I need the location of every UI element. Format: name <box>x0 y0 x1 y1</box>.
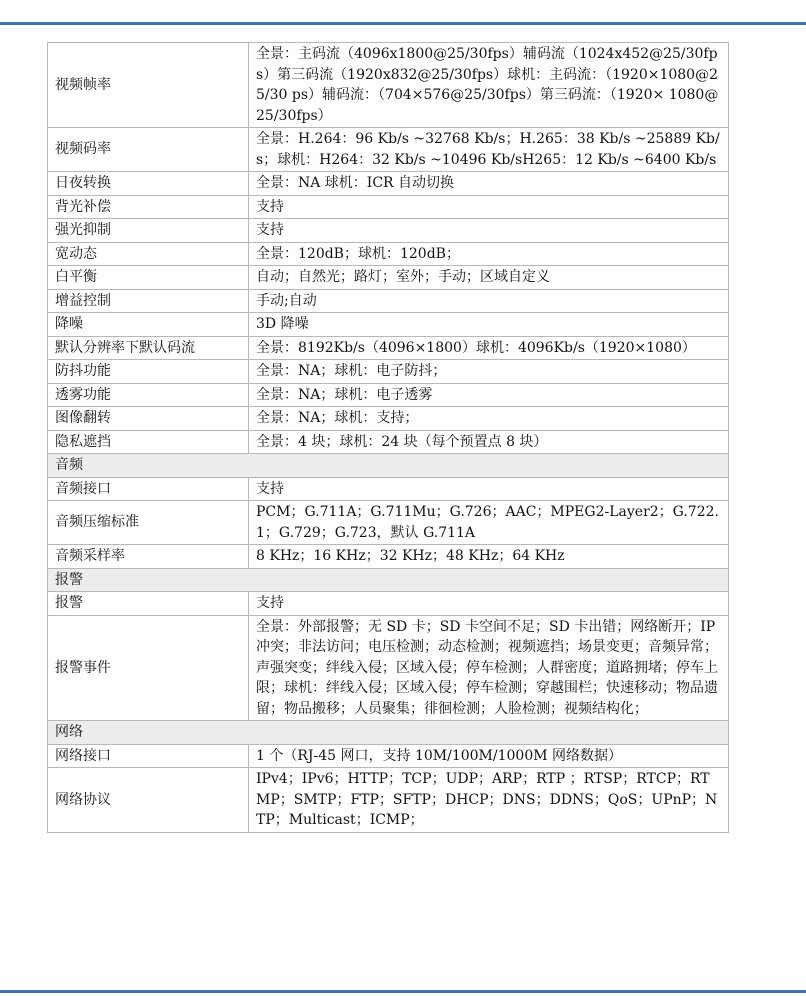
spec-key: 默认分辨率下默认码流 <box>48 336 249 360</box>
spec-key: 视频帧率 <box>48 43 249 128</box>
spec-value: 全景：H.264：96 Kb/s ~32768 Kb/s；H.265：38 Kb/s ~25889 Kb/s；球机：H264：32 Kb/s ~10496 Kb/sH265：12 Kb/s ~6400 Kb/s <box>249 128 729 172</box>
spec-key: 降噪 <box>48 313 249 337</box>
spec-key: 图像翻转 <box>48 407 249 431</box>
section-header-row <box>48 568 729 592</box>
spec-row <box>48 545 729 569</box>
spec-key: 网络接口 <box>48 744 249 768</box>
spec-row <box>48 195 729 219</box>
spec-row <box>48 219 729 243</box>
spec-value: 1 个（RJ-45 网口，支持 10M/100M/1000M 网络数据） <box>249 744 729 768</box>
spec-row <box>48 501 729 545</box>
spec-value: 手动;自动 <box>249 289 729 313</box>
spec-row <box>48 172 729 196</box>
spec-row <box>48 266 729 290</box>
spec-key: 网络协议 <box>48 768 249 833</box>
spec-row <box>48 430 729 454</box>
spec-row <box>48 768 729 833</box>
spec-value: 全景：NA；球机：电子透雾 <box>249 383 729 407</box>
spec-key: 音频压缩标准 <box>48 501 249 545</box>
spec-value: 全景：4 块；球机：24 块（每个预置点 8 块） <box>249 430 729 454</box>
spec-row <box>48 592 729 616</box>
spec-row <box>48 744 729 768</box>
spec-key: 日夜转换 <box>48 172 249 196</box>
spec-value: 自动；自然光；路灯；室外；手动；区域自定义 <box>249 266 729 290</box>
spec-key: 透雾功能 <box>48 383 249 407</box>
spec-value: 全景：外部报警；无 SD 卡；SD 卡空间不足；SD 卡出错；网络断开；IP 冲突；非法访问；电压检测；动态检测；视频遮挡；场景变更；音频异常；声强突变；绊线入侵；区域入侵；停车检测；人群密度；道路拥堵；停车上限；球机：绊线入侵；区域入侵；停车检测；穿越围栏；快速移动；物品遗留；物品搬移；人员聚集；徘徊检测；人脸检测；视频结构化； <box>249 615 729 721</box>
spec-key: 背光补偿 <box>48 195 249 219</box>
spec-value: 支持 <box>249 592 729 616</box>
spec-row <box>48 313 729 337</box>
spec-row <box>48 360 729 384</box>
section-title: 报警 <box>48 568 729 592</box>
spec-row <box>48 128 729 172</box>
spec-row <box>48 407 729 431</box>
spec-key: 报警 <box>48 592 249 616</box>
spec-value: 支持 <box>249 477 729 501</box>
spec-key: 报警事件 <box>48 615 249 721</box>
spec-value: IPv4；IPv6；HTTP；TCP；UDP；ARP；RTP ；RTSP；RTCP；RTMP；SMTP；FTP；SFTP；DHCP；DNS；DDNS；QoS；UPnP；NTP；Multicast；ICMP； <box>249 768 729 833</box>
spec-key: 宽动态 <box>48 242 249 266</box>
spec-key: 音频采样率 <box>48 545 249 569</box>
spec-row <box>48 336 729 360</box>
spec-row <box>48 477 729 501</box>
spec-key: 增益控制 <box>48 289 249 313</box>
spec-row <box>48 43 729 128</box>
spec-key: 防抖功能 <box>48 360 249 384</box>
spec-row <box>48 615 729 721</box>
spec-value: 全景：NA；球机：支持； <box>249 407 729 431</box>
spec-value: 3D 降噪 <box>249 313 729 337</box>
spec-key: 白平衡 <box>48 266 249 290</box>
spec-value: 全景：NA 球机：ICR 自动切换 <box>249 172 729 196</box>
section-header-row <box>48 721 729 745</box>
spec-row <box>48 289 729 313</box>
spec-value: 全景：120dB；球机：120dB； <box>249 242 729 266</box>
spec-key: 视频码率 <box>48 128 249 172</box>
section-header-row <box>48 454 729 478</box>
spec-value: 全景：NA；球机：电子防抖； <box>249 360 729 384</box>
spec-table <box>47 42 729 833</box>
spec-value: 支持 <box>249 219 729 243</box>
bottom-accent-rule <box>0 990 806 993</box>
spec-key: 隐私遮挡 <box>48 430 249 454</box>
spec-key: 音频接口 <box>48 477 249 501</box>
spec-value: 支持 <box>249 195 729 219</box>
spec-value: 8 KHz；16 KHz；32 KHz；48 KHz；64 KHz <box>249 545 729 569</box>
section-title: 网络 <box>48 721 729 745</box>
spec-value: 全景：8192Kb/s（4096×1800）球机：4096Kb/s（1920×1080） <box>249 336 729 360</box>
section-title: 音频 <box>48 454 729 478</box>
top-accent-rule <box>0 22 806 25</box>
spec-table-body <box>48 43 729 833</box>
spec-value: PCM；G.711A；G.711Mu；G.726；AAC；MPEG2-Layer2；G.722.1；G.729；G.723，默认 G.711A <box>249 501 729 545</box>
spec-row <box>48 383 729 407</box>
spec-row <box>48 242 729 266</box>
spec-value: 全景：主码流（4096x1800@25/30fps）辅码流（1024x452@25/30fps）第三码流（1920x832@25/30fps）球机：主码流：（1920×1080@25/30 ps）辅码流：（704×576@25/30fps）第三码流：（1920× 1080@25/30fps） <box>249 43 729 128</box>
spec-key: 强光抑制 <box>48 219 249 243</box>
